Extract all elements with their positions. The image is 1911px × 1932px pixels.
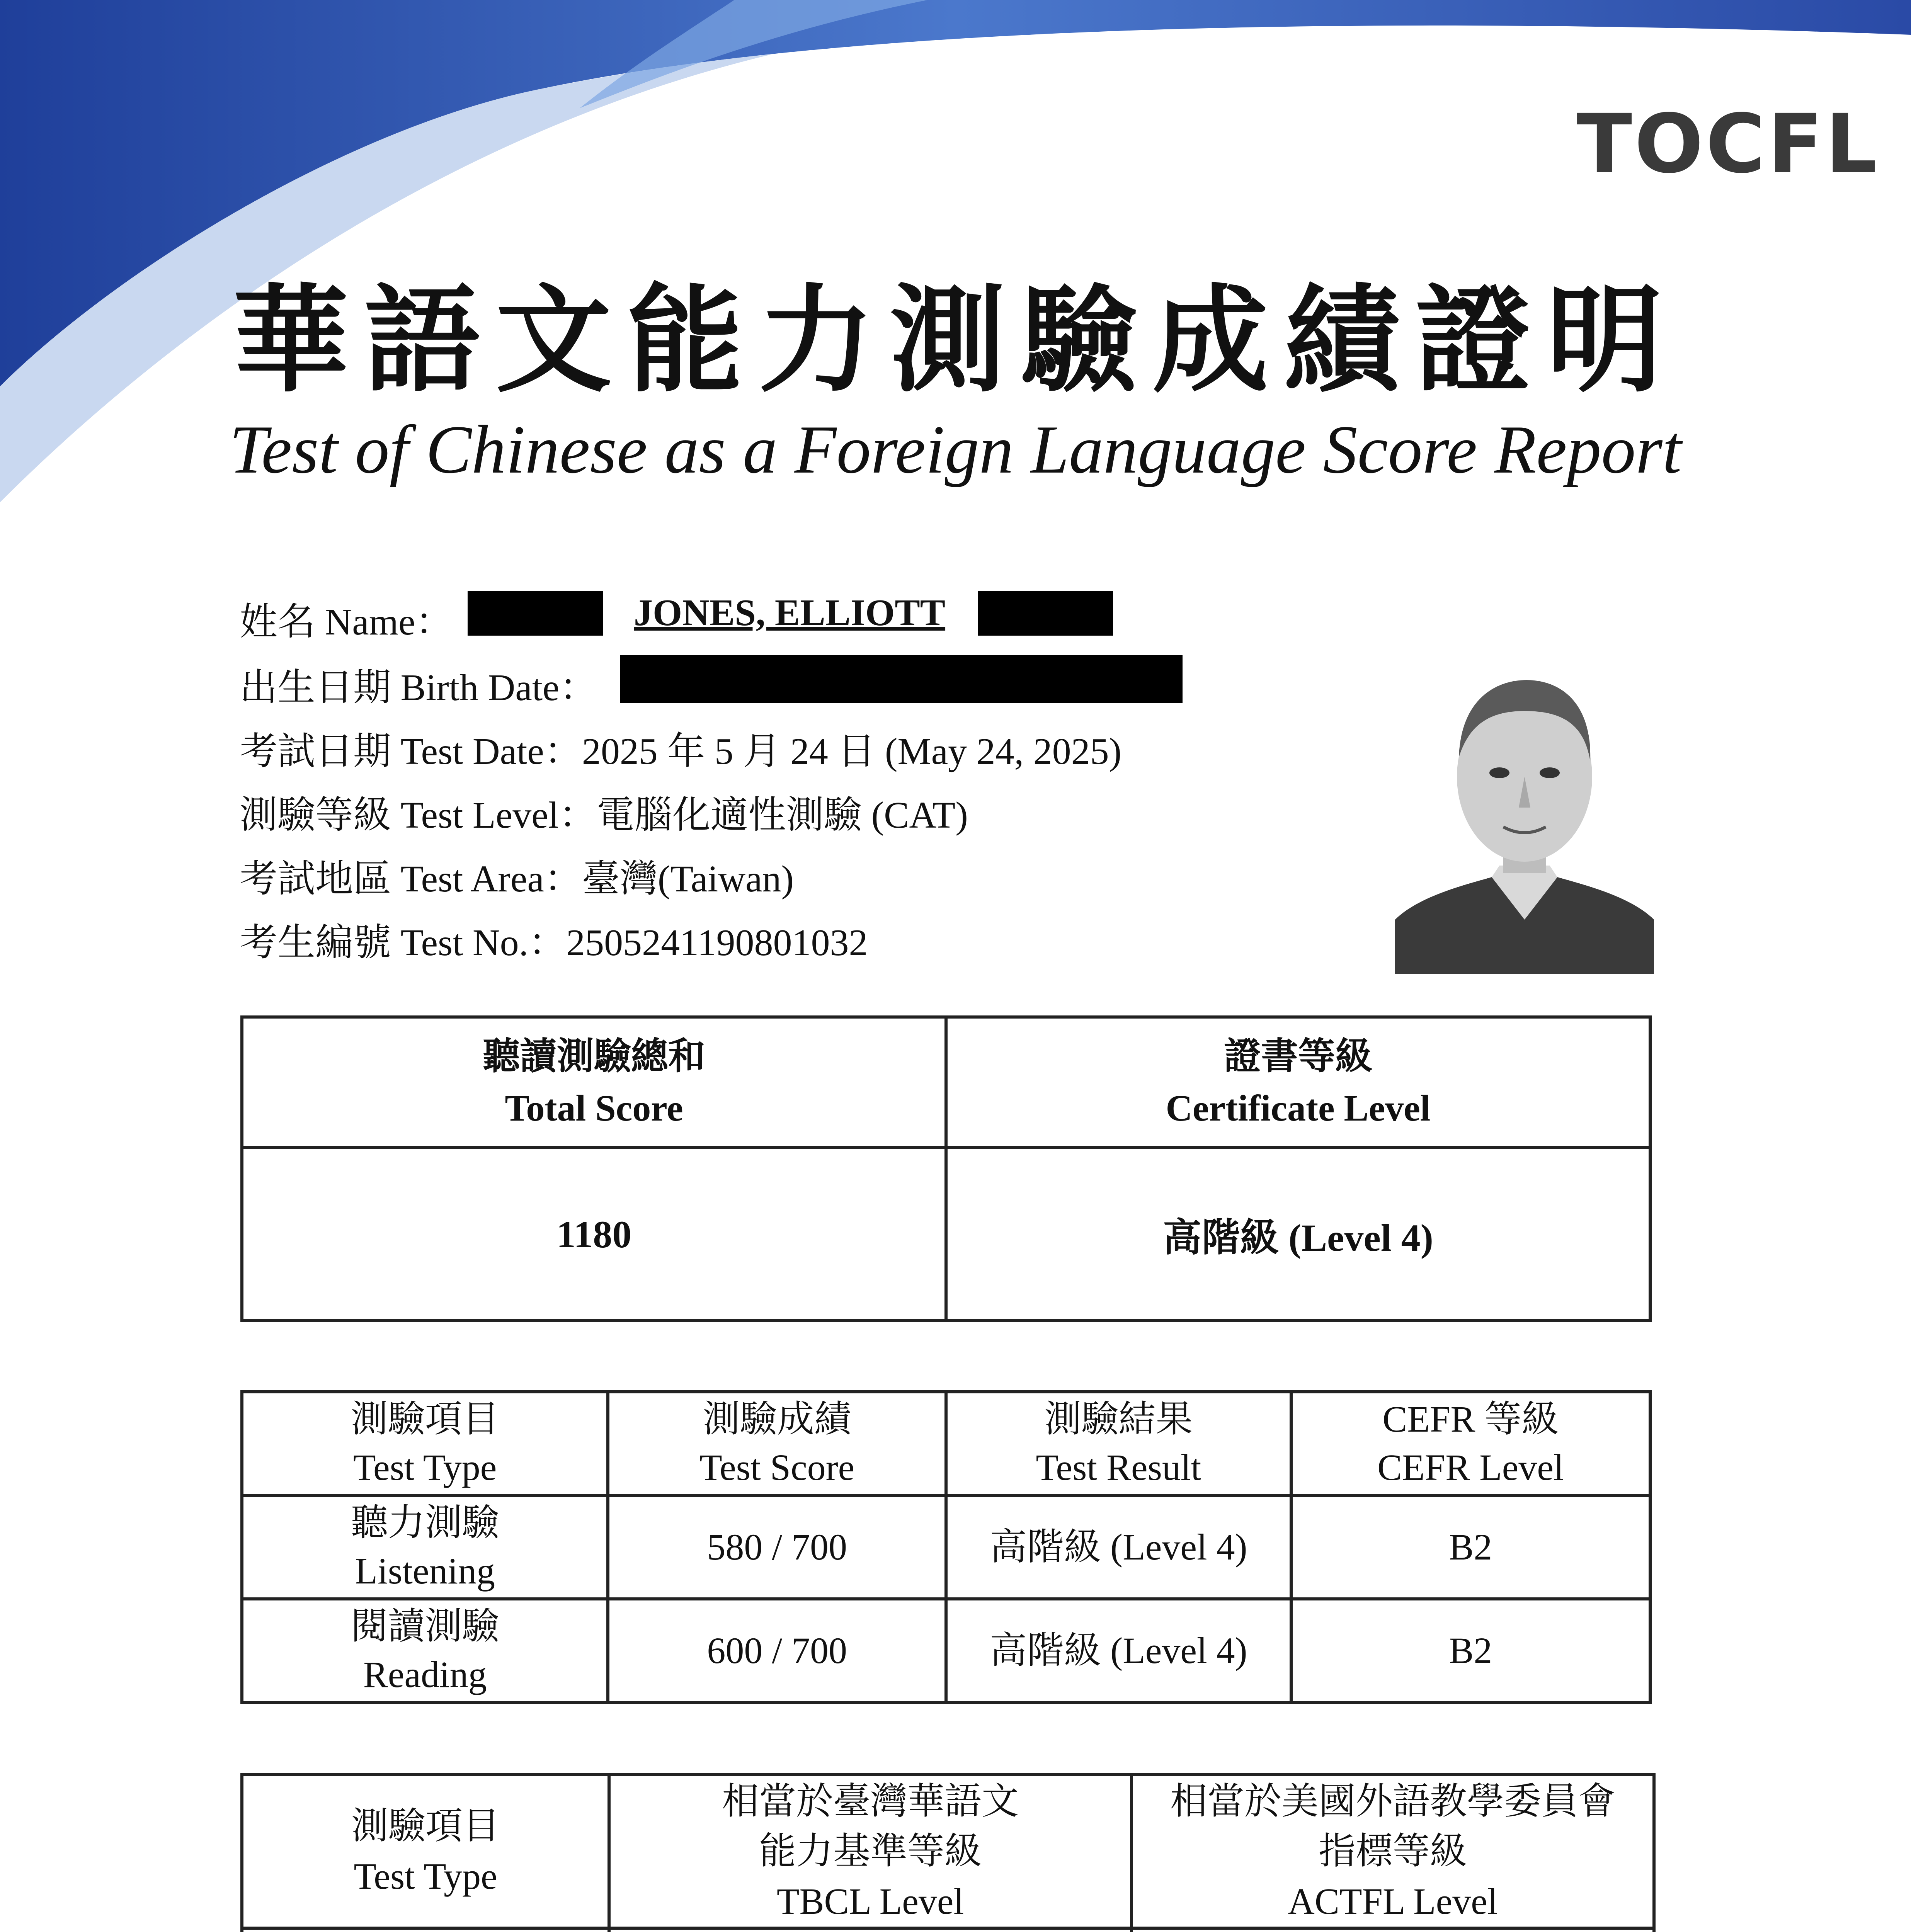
certificate-level-header-zh: 證書等級 bbox=[1224, 1035, 1372, 1077]
test-date-value: 2025 年 5 月 24 日 (May 24, 2025) bbox=[582, 731, 1122, 772]
tbcl-cell bbox=[609, 1928, 1132, 1932]
test-type-cell bbox=[242, 1495, 608, 1599]
test-score-cell: 600 / 700 bbox=[608, 1599, 946, 1702]
header-line: Test Type bbox=[354, 1855, 497, 1897]
test-score-cell: 580 / 700 bbox=[608, 1495, 946, 1599]
test-area-row bbox=[240, 848, 794, 903]
equiv-header-type bbox=[242, 1774, 609, 1928]
equivalents-table bbox=[240, 1773, 1656, 1932]
table-row bbox=[242, 1599, 1650, 1702]
header-zh: 測驗成績 bbox=[703, 1398, 851, 1440]
certificate-level-header bbox=[946, 1017, 1650, 1148]
header-en: Test Score bbox=[699, 1447, 855, 1488]
header-en: Test Type bbox=[353, 1447, 497, 1488]
test-area-value: 臺灣(Taiwan) bbox=[582, 858, 794, 900]
test-level-label: 測驗等級 Test Level： bbox=[240, 794, 597, 836]
header-line: 相當於美國外語教學委員會 bbox=[1170, 1780, 1615, 1822]
cefr-cell: B2 bbox=[1291, 1495, 1650, 1599]
test-result-cell: 高階級 (Level 4) bbox=[946, 1599, 1291, 1702]
header-en: CEFR Level bbox=[1377, 1447, 1564, 1488]
type-en: Reading bbox=[363, 1654, 487, 1695]
test-no-label: 考生編號 Test No.： bbox=[240, 922, 567, 964]
header-zh: 測驗項目 bbox=[351, 1398, 499, 1440]
header-line: 能力基準等級 bbox=[759, 1830, 982, 1872]
total-score-header bbox=[242, 1017, 946, 1148]
result-table bbox=[240, 1390, 1652, 1704]
result-header-result bbox=[946, 1392, 1291, 1495]
redaction-bar bbox=[620, 655, 1183, 703]
certificate-level-value: 高階級 (Level 4) bbox=[946, 1148, 1650, 1321]
test-type-cell bbox=[242, 1928, 609, 1932]
certificate-level-header-en: Certificate Level bbox=[1166, 1087, 1431, 1129]
test-level-row bbox=[240, 784, 968, 839]
test-date-row bbox=[240, 721, 1121, 775]
redaction-bar bbox=[978, 591, 1113, 636]
result-header-cefr bbox=[1291, 1392, 1650, 1495]
type-en: Listening bbox=[355, 1550, 495, 1592]
test-date-label: 考試日期 Test Date： bbox=[240, 731, 582, 772]
header-line: 相當於臺灣華語文 bbox=[722, 1780, 1019, 1822]
candidate-photo bbox=[1395, 649, 1654, 974]
name-row bbox=[240, 591, 453, 646]
name-label: 姓名 Name： bbox=[240, 601, 453, 643]
test-no-row bbox=[240, 912, 868, 966]
header-line: 指標等級 bbox=[1319, 1830, 1467, 1872]
test-level-value: 電腦化適性測驗 (CAT) bbox=[596, 794, 968, 836]
title-english: Test of Chinese as a Foreign Language Score Report bbox=[229, 411, 1682, 488]
actfl-cell bbox=[1132, 1928, 1654, 1932]
result-header-score bbox=[608, 1392, 946, 1495]
header-line: 測驗項目 bbox=[351, 1805, 500, 1847]
total-score-header-zh: 聽讀測驗總和 bbox=[483, 1035, 705, 1077]
test-type-cell bbox=[242, 1599, 608, 1702]
tocfl-logo: TOCFL bbox=[1577, 97, 1880, 191]
cefr-cell: B2 bbox=[1291, 1599, 1650, 1702]
test-area-label: 考試地區 Test Area： bbox=[240, 858, 582, 900]
total-score-header-en: Total Score bbox=[505, 1087, 683, 1129]
result-header-type bbox=[242, 1392, 608, 1495]
test-result-cell: 高階級 (Level 4) bbox=[946, 1495, 1291, 1599]
equiv-header-tbcl bbox=[609, 1774, 1132, 1928]
equiv-header-actfl bbox=[1132, 1774, 1654, 1928]
test-no-value: 2505241190801032 bbox=[566, 922, 868, 964]
header-zh: CEFR 等級 bbox=[1382, 1398, 1559, 1440]
type-zh: 聽力測驗 bbox=[351, 1502, 499, 1544]
header-line: ACTFL Level bbox=[1288, 1880, 1498, 1922]
table-row bbox=[242, 1495, 1650, 1599]
title-chinese: 華語文能力測驗成績證明 bbox=[233, 272, 1678, 408]
table-row bbox=[242, 1928, 1654, 1932]
birth-label: 出生日期 Birth Date： bbox=[240, 667, 597, 709]
header-line: TBCL Level bbox=[776, 1880, 964, 1922]
redaction-bar bbox=[468, 591, 603, 636]
header-zh: 測驗結果 bbox=[1044, 1398, 1193, 1440]
total-score-value: 1180 bbox=[242, 1148, 946, 1321]
header-en: Test Result bbox=[1036, 1447, 1201, 1488]
birth-row bbox=[240, 657, 597, 711]
name-value: JONES, ELLIOTT bbox=[634, 592, 946, 634]
type-zh: 閱讀測驗 bbox=[351, 1605, 499, 1647]
summary-table bbox=[240, 1015, 1652, 1322]
